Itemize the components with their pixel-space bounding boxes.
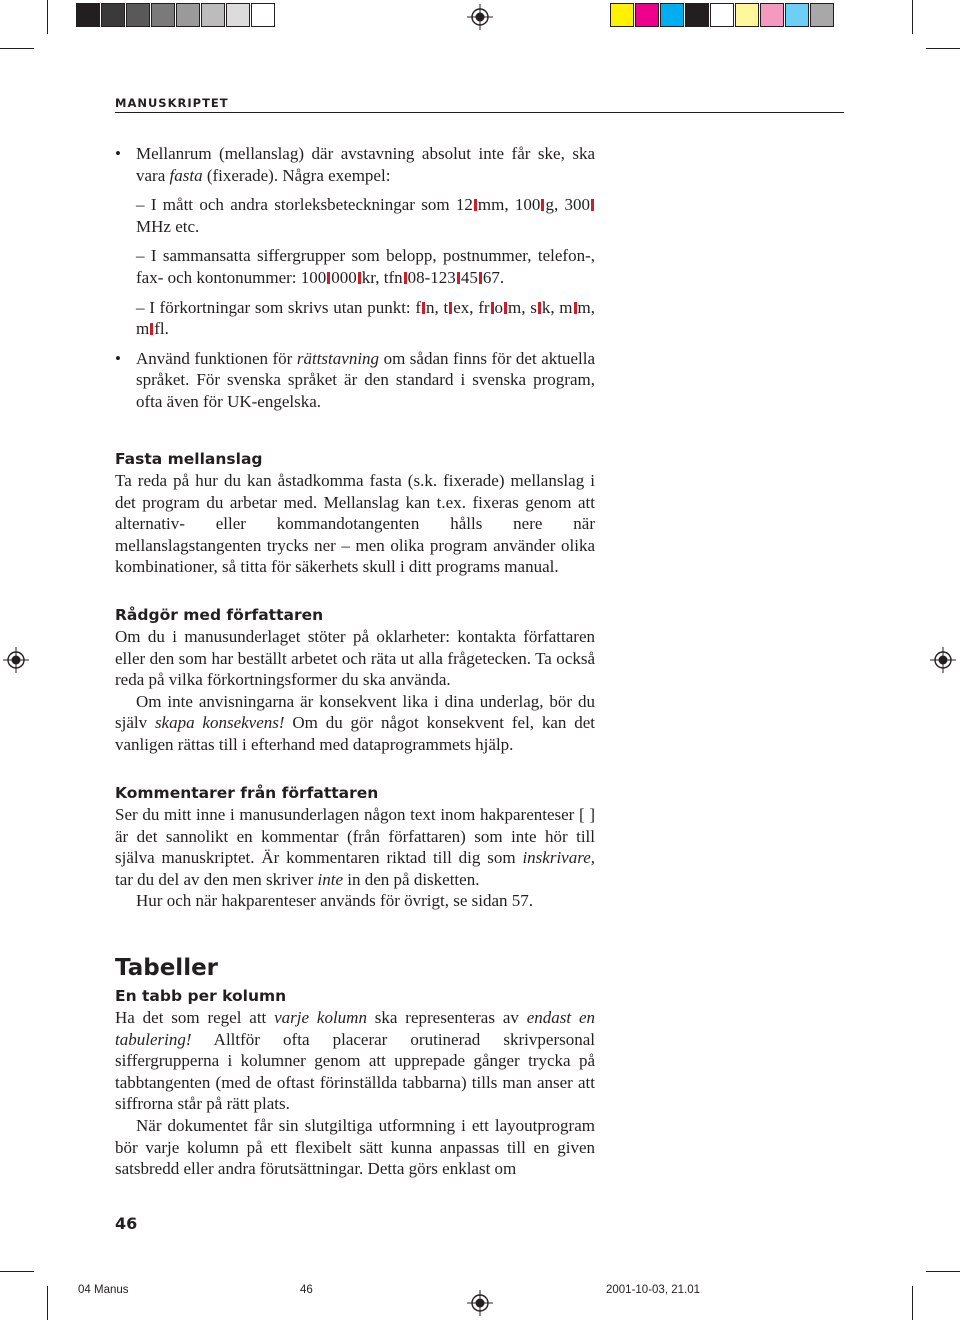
color-swatch <box>176 3 200 27</box>
chapter-title: Tabeller <box>115 955 219 981</box>
color-swatch <box>610 3 634 27</box>
running-header: MANUSKRIPTET <box>115 96 229 110</box>
crop-mark-icon <box>0 48 34 49</box>
section-tabeller <box>115 954 595 1180</box>
header-rule <box>115 112 844 113</box>
registration-mark-icon <box>3 647 29 673</box>
crop-mark-icon <box>47 1286 48 1320</box>
color-swatch <box>151 3 175 27</box>
paragraph: Ha det som regel att varje kolumn ska representeras av endast en tabulering! Alltför ofta placerar orutinerad skrivpersonal siffergrupperna i kolumner genom att upprepade gånger trycka på tabbtangenten (med de oftast förinställda tabbarna) tills man anser att siffrorna står på rätt plats. <box>115 1008 595 1114</box>
section-radgor <box>115 604 595 756</box>
slug-filename: 04 Manus <box>78 1284 129 1296</box>
color-swatch <box>226 3 250 27</box>
dash-item: – I mått och andra storleksbeteckningar som 12 mm, 100 g, 300MHz etc. <box>136 194 595 237</box>
crop-mark-icon <box>0 1271 34 1272</box>
dash-item: – I förkortningar som skrivs utan punkt: f n, t ex, fr o m, s k, m m, m fl. <box>136 297 596 339</box>
space-marker <box>541 199 544 211</box>
bullet-section <box>115 143 595 413</box>
paragraph: Om inte anvisningarna är konsekvent lika i dina underlag, bör du själv skapa konsekvens! Om du gör något konsekvent fel, kan det vanligen rättas till i efterhand med dataprogrammets hjälp. <box>115 691 595 754</box>
crop-mark-icon <box>926 1271 960 1272</box>
color-swatch <box>710 3 734 27</box>
paragraph: Ser du mitt inne i manusunderlagen någon text inom hakparenteser [ ] är det sannolikt en kommentar (från författaren) som inte hör till själva manuskriptet. Är kommentaren riktad till dig som inskrivare, tar du del av den men skriver inte in den på disketten. <box>115 805 595 889</box>
section-heading: Fasta mellanslag <box>115 450 263 468</box>
color-swatch <box>785 3 809 27</box>
space-marker <box>574 302 577 314</box>
color-swatch <box>201 3 225 27</box>
section-heading: Rådgör med författaren <box>115 606 324 624</box>
dash-item: – I sammansatta siffergrupper som belopp, postnummer, telefon-, fax- och kontonummer: 100 000 kr, tfn 08-123 45 67. <box>136 246 595 287</box>
bullet-item: • Mellanrum (mellanslag) där avstavning absolut inte får ske, ska vara fasta (fixerade). Några exempel: <box>115 143 595 186</box>
color-swatch <box>685 3 709 27</box>
color-swatch <box>126 3 150 27</box>
page-number: 46 <box>115 1214 138 1233</box>
space-marker <box>449 302 452 314</box>
slug-timestamp: 2001-10-03, 21.01 <box>606 1284 700 1296</box>
space-marker <box>491 302 494 314</box>
registration-mark-icon <box>467 1290 493 1316</box>
registration-mark-icon <box>930 647 956 673</box>
space-marker <box>591 199 594 211</box>
space-marker <box>457 272 460 284</box>
paragraph: När dokumentet får sin slutgiltiga utformning i ett layoutprogram bör varje kolumn på ett flexibelt sätt kunna anpassas till en given satsbredd eller andra förutsättningar. Detta görs enklast om <box>115 1115 595 1179</box>
paragraph: Ta reda på hur du kan åstadkomma fasta (s.k. fixerade) mellanslag i det program du arbetar med. Mellanslag kan t.ex. fixeras genom att alternativ- eller kommandotangenten hålls nere när mellanslagstangenten trycks ner – men olika program använder olika kombinationer, så titta för säkerhets skull i ditt programs manual. <box>115 471 595 577</box>
registration-mark-icon <box>467 4 493 30</box>
crop-mark-icon <box>912 1286 913 1320</box>
crop-mark-icon <box>912 0 913 34</box>
color-swatch <box>76 3 100 27</box>
crop-mark-icon <box>47 0 48 34</box>
section-heading: Kommentarer från författaren <box>115 784 379 802</box>
color-swatch <box>635 3 659 27</box>
paragraph: Om du i manusunderlaget stöter på oklarheter: kontakta författaren eller den som har beställt arbetet och räta ut alla frågetecken. Ta också reda på vilka förkortningsformer du ska använda. <box>115 627 595 690</box>
space-marker <box>474 199 477 211</box>
section-kommentarer <box>115 782 595 912</box>
color-swatch <box>251 3 275 27</box>
space-marker <box>538 302 541 314</box>
color-swatch <box>810 3 834 27</box>
space-marker <box>358 272 361 284</box>
section-fasta-mellanslag <box>115 448 595 578</box>
color-swatch <box>101 3 125 27</box>
space-marker <box>327 272 330 284</box>
color-swatch <box>760 3 784 27</box>
space-marker <box>150 323 153 335</box>
space-marker <box>504 302 507 314</box>
section-heading: En tabb per kolumn <box>115 987 287 1005</box>
space-marker <box>404 272 407 284</box>
color-swatch <box>660 3 684 27</box>
crop-mark-icon <box>926 48 960 49</box>
paragraph: Hur och när hakparenteser används för övrigt, se sidan 57. <box>136 891 534 911</box>
bullet-item: • Använd funktionen för rättstavning om sådan finns för det aktuella språket. För svenska språket är den standard i svenska program, ofta även för UK-engelska. <box>115 348 595 413</box>
slug-page: 46 <box>300 1284 313 1296</box>
space-marker <box>479 272 482 284</box>
space-marker <box>422 302 425 314</box>
color-swatch <box>735 3 759 27</box>
